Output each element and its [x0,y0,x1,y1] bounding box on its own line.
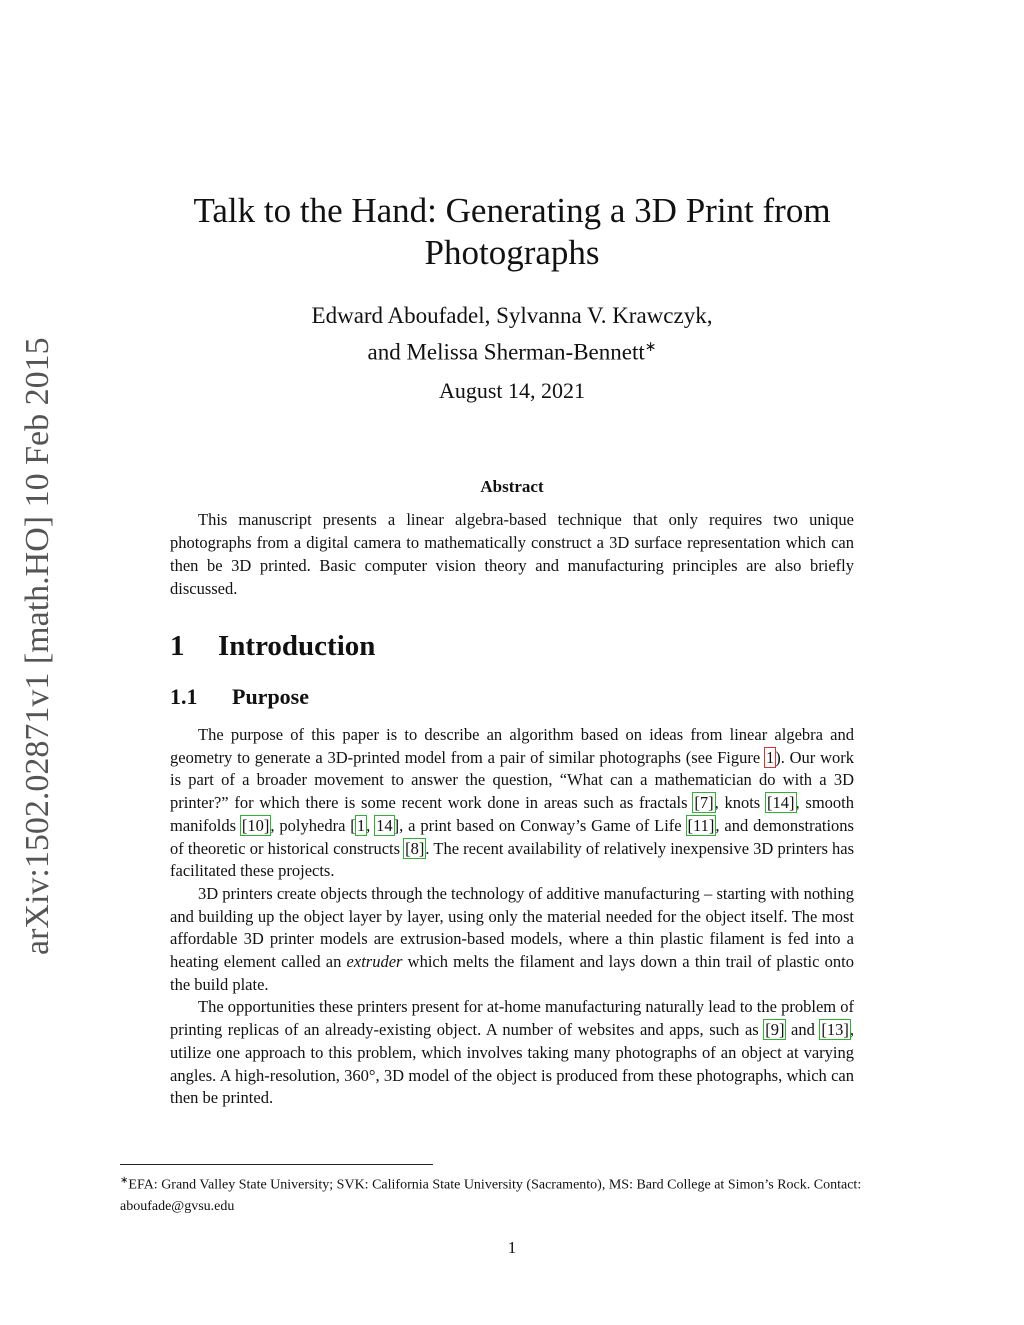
text-run: , polyhedra [ [270,815,356,835]
footnote [120,1170,910,1217]
authors [150,300,874,369]
text-run: ], a print based on Conway’s Game of Life [393,815,687,835]
title-line-1: Talk to the Hand: Generating a 3D Print from [193,191,831,230]
abstract-text: This manuscript presents a linear algebra-based technique that only requires two unique photographs from a digital camera to mathematically construct a 3D surface representation which can then be 3D printed. Basic computer vision theory and manufacturing principles are also briefly discussed. [170,510,854,598]
footnote-rule [120,1164,433,1165]
text-run: , and demonstrations of theoretic or historical constructs [170,815,854,858]
text-run: and [785,1020,821,1040]
page-number: 1 [507,1238,517,1257]
paragraph-3 [170,996,854,1110]
paragraph-1 [170,724,854,883]
footnote-text: EFA: Grand Valley State University; SVK: California State University (Sacramento), MS: Bard College at Simon’s Rock. Contact: aboufade@gvsu.edu [120,1177,862,1214]
citation-link-10[interactable]: [10] [241,815,270,835]
text-run: 3D printers create objects through the technology of additive manufacturing – starting with nothing and building up the object layer by layer, using only the material needed for the object itself. The most affordable 3D printer models are extrusion-based models, where a thin plastic filament is fed into a heating element called an [170,883,854,972]
section-title: Introduction [218,630,376,662]
text-run: . The recent availability of relatively inexpensive 3D printers has facilitated these projects. [170,838,854,881]
text-run: which melts the filament and lays down a thin trail of plastic onto the build plate. [170,952,854,994]
citation-link-8[interactable]: [8] [405,838,425,858]
subsection-number: 1.1 [170,684,198,709]
text-run: The purpose of this paper is to describe an algorithm based on ideas from linear algebra and geometry to generate a 3D-printed model from a pair of similar photographs (see Figure [170,725,854,767]
figure-ref-link[interactable]: 1 [765,747,775,767]
text-run: , utilize one approach to this problem, which involves taking many photographs of an object at varying angles. A high-resolution, 360°, 3D model of the object is produced from these photographs, which can then be printed. [170,1020,854,1108]
text-run: , smooth manifolds [170,793,854,835]
section-number: 1 [170,630,185,662]
citation-link-14[interactable]: [14] [767,793,795,813]
text-run: , [366,815,376,835]
paragraph-2 [170,883,854,997]
citation-link-1[interactable]: 1 [356,815,366,835]
author-footnote-mark[interactable]: ∗ [644,340,657,355]
text-run: The opportunities these printers present for at-home manufacturing naturally lead to the problem of printing replicas of an already-existing object. A number of websites and apps, such as [170,997,854,1040]
body-text [170,724,854,1110]
citation-link-14b[interactable]: 14 [376,815,393,835]
authors-line-1: Edward Aboufadel, Sylvanna V. Krawczyk, [311,303,713,328]
citation-link-11[interactable]: [11] [687,815,715,835]
citation-link-9[interactable]: [9] [765,1020,785,1040]
text-run: ). Our work is part of a broader movement to answer the question, “What can a mathematician do with a 3D printer?” for which there is some recent work done in areas such as fractals [170,747,854,813]
authors-line-2-text: and Melissa Sherman-Bennett [367,339,645,365]
text-run: , knots [714,793,766,813]
subsection-heading [170,684,309,710]
authors-line-2 [150,332,874,369]
emphasis-extruder: extruder [346,952,403,972]
arxiv-stamp: arXiv:1502.02871v1 [math.HO] 10 Feb 2015 [19,337,56,955]
paper-date: August 14, 2021 [438,378,586,403]
citation-link-13[interactable]: [13] [821,1020,849,1040]
section-heading [170,630,375,663]
title-line-2: Photographs [424,233,600,272]
paper-title [150,190,874,274]
subsection-title: Purpose [232,684,309,709]
footnote-mark: ∗ [120,1175,129,1186]
abstract-heading: Abstract [480,477,544,496]
citation-link-7[interactable]: [7] [694,793,714,813]
